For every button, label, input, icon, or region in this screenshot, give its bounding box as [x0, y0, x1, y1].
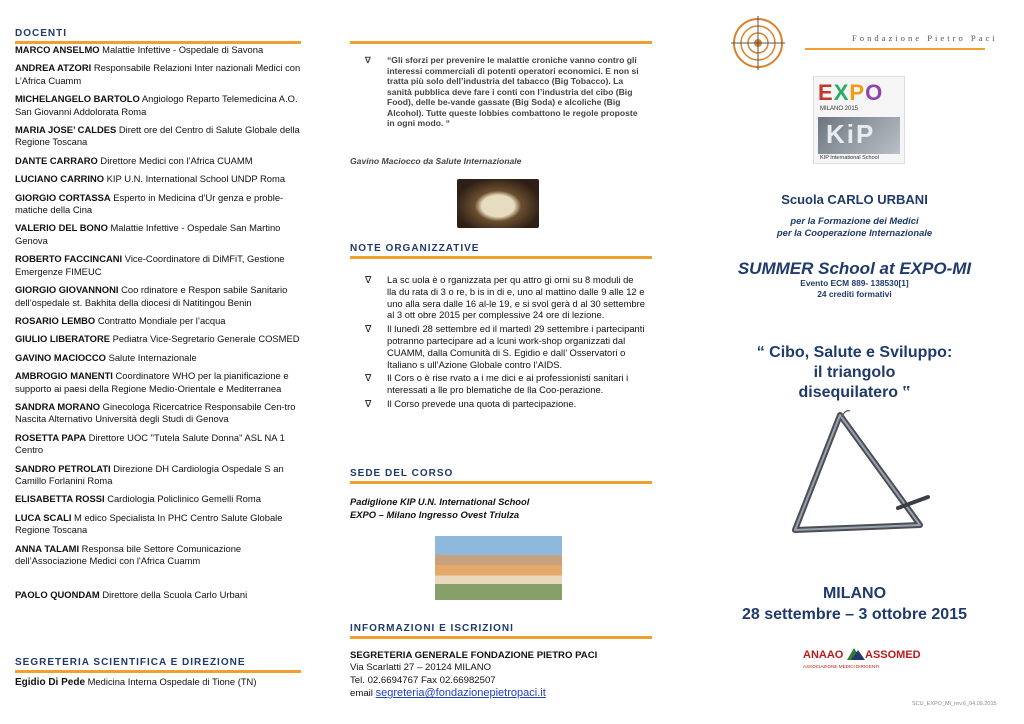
location-title: MILANO	[822, 585, 887, 602]
docente-entry	[15, 512, 305, 537]
fondazione-divider	[805, 48, 985, 50]
course-title-line-2: il triangolo	[813, 364, 896, 381]
scuola-subtitle-1: per la Formazione dei Medici	[790, 215, 919, 226]
docente-name: ROBERTO FACCINCANI	[15, 253, 123, 265]
docente-role: Cardiologia Policlinico Gemelli Roma	[104, 493, 261, 505]
note-text: Il Cors o è rise rvato a i me dici e ai professionisti sanitari i nteressati a lle pro blematiche de lla Coo-perazione.	[387, 372, 629, 396]
scuola-title: Scuola CARLO URBANI	[781, 192, 928, 207]
docente-entry	[15, 333, 305, 345]
docente-role: Direttore della Scuola Carlo Urbani	[99, 589, 248, 601]
docente-role: M edico Specialista In PHC Centro Salute Globale Regione Toscana	[15, 511, 283, 536]
kip-wordmark: KiP	[826, 119, 876, 149]
sede-heading: SEDE DEL CORSO	[350, 468, 454, 479]
docente-name: SANDRA MORANO	[15, 400, 101, 412]
docente-entry	[15, 370, 305, 395]
note-organizzative-heading: NOTE ORGANIZZATIVE	[350, 243, 480, 254]
docente-entry	[15, 155, 305, 167]
docente-entry	[15, 315, 305, 327]
expo-milano-label: MILANO 2015	[820, 106, 859, 112]
docente-role: Coordinatore WHO per la pianificazione e supporto ai paesi della Regione Medio-Orientale e Mediterranea	[15, 370, 289, 394]
bullet-icon: ∇	[365, 55, 371, 65]
docente-entry	[15, 173, 305, 185]
contact-info	[350, 650, 597, 701]
segreteria-generale-title: SEGRETERIA GENERALE FONDAZIONE PIETRO PACI	[350, 650, 598, 661]
docente-name: LUCIANO CARRINO	[15, 173, 105, 185]
quote-text: “Gli sforzi per prevenire le malattie croniche vanno contro gli interessi commerciali di potenti operatori economici. E non si tratta più solo dell’industria del tabacco (Big Tobacco). La sanità pubblica deve fare i conti con l’industria del cibo (Big Food), delle be-vande gassate (Big Soda) e alcoliche (Big Alcohol). Tutte queste lobbies combattono le regole proposte in ogni modo. “	[387, 55, 639, 128]
docente-entry	[15, 253, 305, 278]
docente-name: GIULIO LIBERATORE	[15, 333, 110, 345]
docente-name: AMBROGIO MANENTI	[15, 370, 113, 382]
docente-name: GIORGIO GIOVANNONI	[15, 284, 119, 296]
docente-entry	[15, 589, 305, 601]
bullet-icon: ∇	[365, 372, 372, 384]
docente-role: Pediatra Vice-Segretario Generale COSMED	[109, 333, 300, 345]
scuola-subtitle-2: per la Cooperazione Internazionale	[776, 227, 933, 238]
note-item	[363, 372, 645, 396]
expo-letter-p: P	[849, 80, 866, 105]
informazioni-heading: INFORMAZIONI E ISCRIZIONI	[350, 623, 514, 634]
anaao-subtitle: ASSOCIAZIONE MEDICI DIRIGENTI	[803, 664, 880, 669]
note-divider	[350, 256, 652, 259]
expo-wordmark	[818, 80, 883, 106]
docente-entry	[15, 432, 305, 457]
docente-role: Contratto Mondiale per l’acqua	[95, 314, 226, 326]
docente-name: VALERIO DEL BONO	[15, 222, 108, 234]
docente-name: ROSETTA PAPA	[15, 431, 87, 443]
quote-block	[363, 55, 645, 129]
note-item	[363, 398, 645, 410]
docente-name: GIORGIO CORTASSA	[15, 191, 111, 203]
evento-ecm: Evento ECM 889- 138530[1]	[800, 278, 909, 288]
note-text: Il lunedì 28 settembre ed il martedì 29 settembre i partecipanti potranno partecipare ad a lcuni work-shop organizzati dal CUAMM, dalla Comunità di S. Egidio e dall’ Osservatori o Italiano s ull’Azione Globale contro l’AIDS.	[387, 323, 645, 370]
email-label: email	[350, 688, 376, 700]
summer-school-title: SUMMER School at EXPO-MI	[737, 259, 972, 278]
version-note: SCU_EXPO_MI_rev.6_04.09.2015	[912, 701, 997, 707]
docente-name: SANDRO PETROLATI	[15, 462, 111, 474]
docente-role: Esperto in Medicina d’Ur genza e proble-matiche della Cina	[15, 191, 284, 216]
email-link[interactable]: segreteria@fondazionepietropaci.it	[375, 687, 546, 700]
docente-role: Coo rdinatore e Respon sabile Sanitario dell’ospedale st. Bakhita della diocesi di Natitingou Benin	[15, 284, 288, 308]
kip-logo	[818, 117, 900, 154]
segreteria-scientifica-heading: SEGRETERIA SCIENTIFICA E DIREZIONE	[15, 657, 246, 668]
kip-school-label: KIP International School	[820, 155, 879, 161]
docente-entry	[15, 124, 305, 149]
note-list	[363, 274, 645, 412]
docenti-column	[0, 0, 316, 724]
segreteria-scientifica-entry	[15, 676, 256, 688]
bullet-icon: ∇	[365, 323, 372, 335]
docente-entry	[15, 352, 305, 364]
crediti-formativi: 24 crediti formativi	[817, 289, 892, 299]
expo-letter-x: X	[833, 80, 850, 105]
docente-role: Salute Internazionale	[105, 351, 197, 363]
anaao-wordmark: ANAAO	[803, 649, 844, 661]
segreteria-scientifica-divider	[15, 670, 301, 673]
info-column	[340, 0, 662, 724]
segreteria-desc: Medicina Interna Ospedale di Tione (TN)	[85, 676, 257, 687]
expo-letter-o: O	[865, 80, 884, 105]
docente-role: Malattie Infettive - Ospedale San Martino Genova	[15, 222, 281, 246]
contact-address: Via Scarlatti 27 – 20124 MILANO	[350, 662, 492, 674]
course-dates: 28 settembre – 3 ottobre 2015	[742, 606, 967, 623]
docente-entry	[15, 543, 305, 568]
docente-role: Direttore UOC "Tutela Salute Donna" ASL NA 1 Centro	[15, 431, 285, 456]
quote-item	[363, 55, 645, 129]
docente-name: LUCA SCALI	[15, 511, 72, 523]
docente-role: Malattie Infettive - Ospedale di Savona	[99, 44, 264, 55]
docente-role: Vice-Coordinatore di DiMFiT, Gestione Emergenze FIMEUC	[15, 253, 285, 277]
docente-role: Ginecologa Ricercatrice Responsabile Cen-tro Nascita Alternativo Università degli Studi di Genova	[15, 400, 296, 425]
expo-letter-e: E	[818, 80, 834, 105]
top-divider	[350, 41, 652, 44]
docente-name: MARCO ANSELMO	[15, 44, 100, 55]
docente-role: Responsabile Relazioni Inter nazionali Medici con L’Africa Cuamm	[15, 62, 301, 86]
docente-entry	[15, 44, 305, 56]
sede-address	[350, 496, 529, 521]
contact-email-line	[350, 687, 597, 700]
docente-entry	[15, 62, 305, 87]
note-item	[363, 323, 645, 370]
informazioni-divider	[350, 636, 652, 639]
bullet-icon: ∇	[365, 397, 372, 409]
sede-line-1: Padiglione KIP U.N. International School	[350, 496, 530, 507]
docente-name: PAOLO QUONDAM	[15, 589, 100, 601]
note-text: La sc uola è o rganizzata per qu attro gi orni su 8 moduli de lla du rata di 3 o re, b is in di e, uno al mattino dalle 9 alle 12 e uno alla sera dalle 16 al-le 19, e si svol gerà d al 30 settembre al 3 ott obre 2015 per complessive 24 ore di lezione.	[387, 274, 645, 321]
course-title-line-3: disequilatero ‟	[798, 384, 911, 401]
docenti-heading: DOCENTI	[15, 28, 67, 39]
docente-name: MICHELANGELO BARTOLO	[15, 93, 140, 105]
docente-name: ANNA TALAMI	[15, 542, 80, 554]
docente-entry	[15, 222, 305, 247]
expo-kip-logo	[813, 76, 905, 164]
docente-role: KIP U.N. International School UNDP Roma	[104, 173, 286, 185]
sede-divider	[350, 481, 652, 484]
docente-role: Dirett ore del Centro di Salute Globale della Regione Toscana	[15, 124, 300, 148]
assomed-wordmark: ASSOMED	[865, 649, 921, 661]
docente-entry	[15, 493, 305, 505]
docente-name: MARIA JOSE’ CALDES	[15, 124, 117, 136]
docente-entry	[15, 284, 305, 309]
triangle-instrument-icon	[770, 405, 950, 550]
docente-entry	[15, 93, 305, 118]
fondazione-logo-icon	[729, 14, 787, 72]
docente-name: GAVINO MACIOCCO	[15, 351, 106, 363]
docente-name: ROSARIO LEMBO	[15, 314, 96, 326]
fondazione-name: Fondazione Pietro Paci	[852, 33, 998, 43]
docente-role: Angiologo Reparto Telemedicina A.O. San Giovanni Addolorata Roma	[15, 93, 298, 117]
segreteria-name: Egidio Di Pede	[15, 677, 86, 688]
sede-line-2: EXPO – Milano Ingresso Ovest Triulza	[350, 508, 520, 520]
docente-role: Responsa bile Settore Comunicazione dell’Associazione Medici con l'Africa Cuamm	[15, 542, 242, 566]
note-text: Il Corso prevede una quota di partecipazione.	[387, 397, 577, 409]
docente-name: ANDREA ATZORI	[15, 62, 92, 74]
docente-role: Direzione DH Cardiologia Ospedale S an Camillo Forlanini Roma	[15, 462, 284, 486]
docente-role: Direttore Medici con l’Africa CUAMM	[97, 154, 253, 166]
quote-author: Gavino Maciocco da Salute Internazionale	[350, 156, 522, 166]
contact-phone: Tel. 02.6694767 Fax 02.66982507	[350, 674, 496, 686]
anaao-assomed-logo	[803, 644, 921, 672]
docente-entry	[15, 463, 305, 488]
docente-name: ELISABETTA ROSSI	[15, 493, 105, 505]
note-item	[363, 274, 645, 321]
docente-name: DANTE CARRARO	[15, 154, 98, 166]
course-title-line-1: “ Cibo, Salute e Sviluppo:	[756, 344, 953, 361]
expo-venue-photo	[435, 536, 562, 600]
docenti-list	[15, 44, 305, 608]
docente-entry	[15, 192, 305, 217]
bullet-icon: ∇	[365, 274, 372, 285]
food-photo	[457, 179, 539, 228]
docente-entry	[15, 401, 305, 426]
